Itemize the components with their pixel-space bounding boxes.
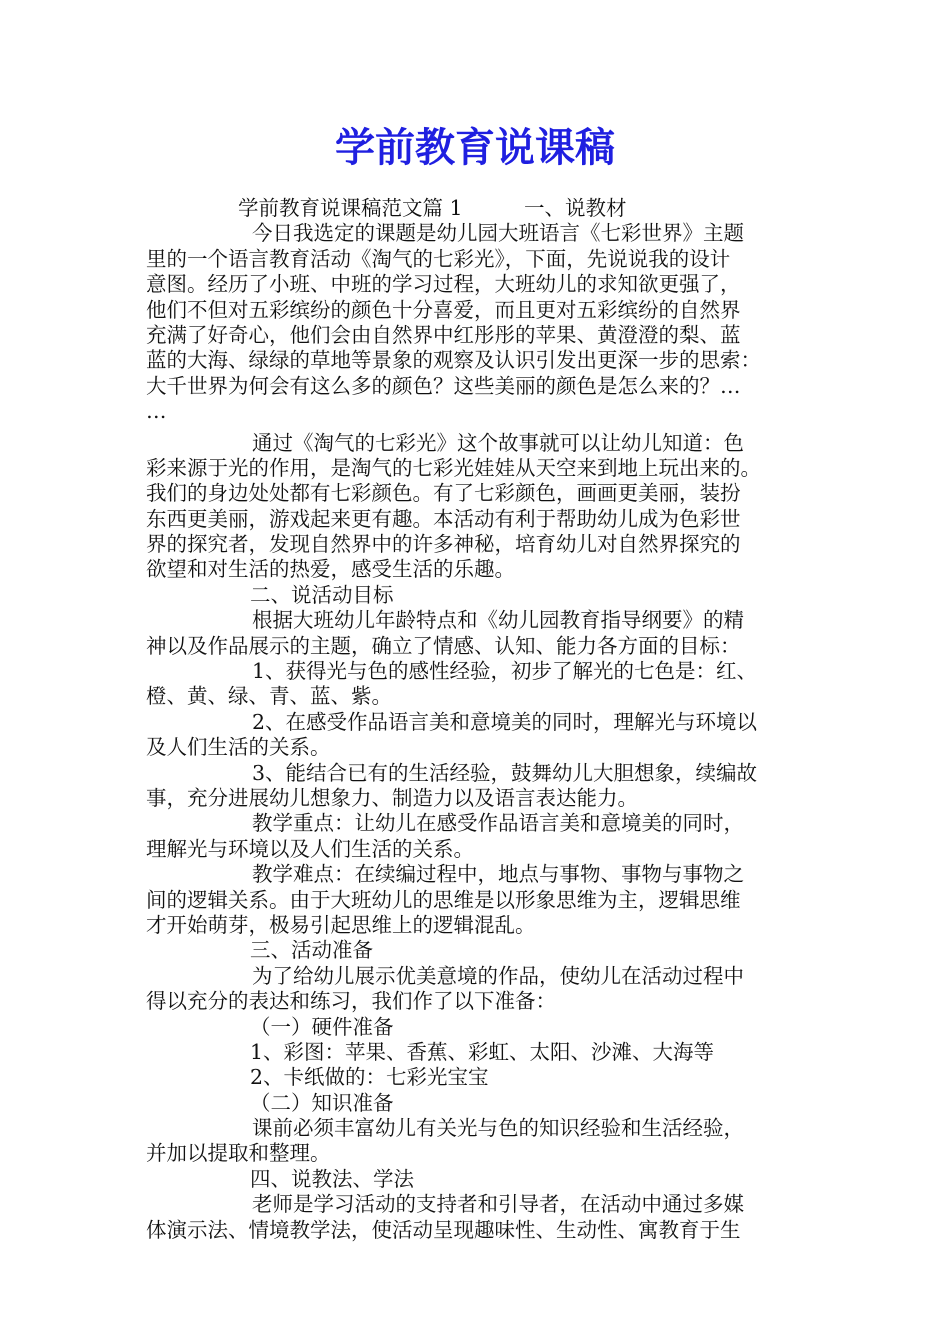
text-line: 根据大班幼儿年龄特点和《幼儿园教育指导纲要》的精 [252, 608, 744, 633]
document-title: 学前教育说课稿 [335, 124, 615, 171]
text-line: 充满了好奇心，他们会由自然界中红彤彤的苹果、黄澄澄的梨、蓝 [146, 322, 741, 347]
section-heading: 二、说活动目标 [250, 582, 394, 607]
text-line: 东西更美丽，游戏起来更有趣。本活动有利于帮助幼儿成为色彩世 [146, 506, 741, 531]
text-line: 得以充分的表达和练习，我们作了以下准备： [146, 989, 556, 1014]
text-line: 教学难点：在续编过程中，地点与事物、事物与事物之 [252, 862, 744, 887]
text-line: 通过《淘气的七彩光》这个故事就可以让幼儿知道：色 [252, 430, 744, 455]
text-line: 理解光与环境以及人们生活的关系。 [146, 836, 474, 861]
text-line: … [146, 399, 167, 424]
text-line: 他们不但对五彩缤纷的颜色十分喜爱，而且更对五彩缤纷的自然界 [146, 297, 741, 322]
text-line: 里的一个语言教育活动《淘气的七彩光》，下面，先说说我的设计 [146, 246, 731, 271]
text-line: 并加以提取和整理。 [146, 1141, 331, 1166]
list-item: 1、彩图：苹果、香蕉、彩虹、太阳、沙滩、大海等 [250, 1039, 715, 1064]
text-line: 为了给幼儿展示优美意境的作品，使幼儿在活动过程中 [252, 963, 744, 988]
text-line: 课前必须丰富幼儿有关光与色的知识经验和生活经验， [252, 1116, 744, 1141]
text-line: 老师是学习活动的支持者和引导者，在活动中通过多媒 [252, 1192, 744, 1217]
text-line: 1、获得光与色的感性经验，初步了解光的七色是：红、 [252, 659, 758, 684]
text-line: 体演示法、情境教学法，使活动呈现趣味性、生动性、寓教育于生 [146, 1217, 741, 1242]
text-line: 我们的身边处处都有七彩颜色。有了七彩颜色，画画更美丽，装扮 [146, 481, 741, 506]
section-heading: 四、说教法、学法 [250, 1166, 414, 1191]
text-line: 欲望和对生活的热爱，感受生活的乐趣。 [146, 557, 515, 582]
text-line: 2、在感受作品语言美和意境美的同时，理解光与环境以 [252, 709, 758, 734]
text-line: 及人们生活的关系。 [146, 735, 331, 760]
text-line: 意图。经历了小班、中班的学习过程，大班幼儿的求知欲更强了， [146, 272, 741, 297]
text-line: 大千世界为何会有这么多的颜色？这些美丽的颜色是怎么来的？… [146, 373, 741, 398]
text-line: 3、能结合已有的生活经验，鼓舞幼儿大胆想象，续编故 [252, 760, 758, 785]
text-line: 蓝的大海、绿绿的草地等景象的观察及认识引发出更深一步的思索： [146, 348, 761, 373]
text-line: 学前教育说课稿范文篇 1 一、说教材 [238, 196, 627, 220]
text-line: 才开始萌芽，极易引起思维上的逻辑混乱。 [146, 912, 536, 937]
text-line: 彩来源于光的作用，是淘气的七彩光娃娃从天空来到地上玩出来的。 [146, 455, 761, 480]
subsection-heading: （一）硬件准备 [250, 1014, 394, 1039]
list-item: 2、卡纸做的：七彩光宝宝 [250, 1065, 489, 1090]
section-heading: 三、活动准备 [250, 938, 373, 963]
subsection-heading: （二）知识准备 [250, 1090, 394, 1115]
text-line: 神以及作品展示的主题，确立了情感、认知、能力各方面的目标： [146, 633, 741, 658]
text-line: 橙、黄、绿、青、蓝、紫。 [146, 684, 392, 709]
text-line: 事，充分进展幼儿想象力、制造力以及语言表达能力。 [146, 785, 638, 810]
text-line: 今日我选定的课题是幼儿园大班语言《七彩世界》主题 [252, 221, 744, 246]
text-line: 间的逻辑关系。由于大班幼儿的思维是以形象思维为主，逻辑思维 [146, 887, 741, 912]
text-line: 界的探究者，发现自然界中的许多神秘，培育幼儿对自然界探究的 [146, 532, 741, 557]
text-line: 教学重点：让幼儿在感受作品语言美和意境美的同时， [252, 811, 744, 836]
document-body [146, 196, 812, 1243]
